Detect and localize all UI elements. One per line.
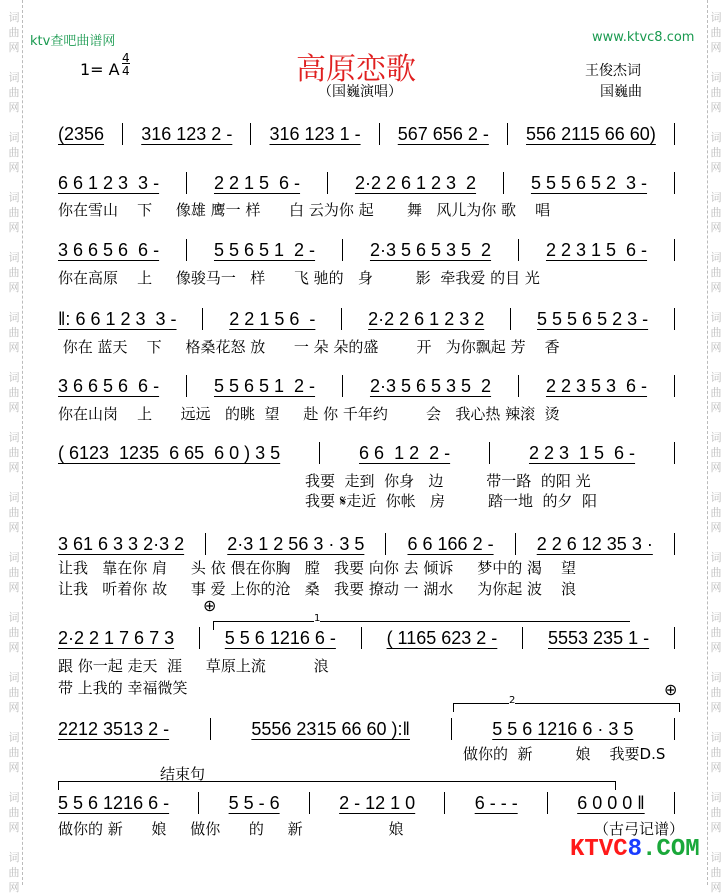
staff-row [58,441,675,465]
volta-1-label: 1 [314,613,321,624]
bar-line [674,123,675,145]
bar-line [547,792,548,814]
measure: (2356 [58,123,105,144]
measure: 556 2115 66 60) [526,123,656,144]
watermark-text: 词 曲 网 [8,491,20,534]
volta-2-label: 2 [509,695,516,706]
watermark-text: 词 曲 网 [710,731,722,774]
measure: 2 2 3 5 3 6 - [545,375,648,396]
watermark-text: 词 曲 网 [710,431,722,474]
site-left: ktv查吧曲谱网 [30,34,116,49]
bar-line [674,442,675,464]
bar-line [186,172,187,194]
staff-row [58,717,675,741]
time-top: 4 [122,51,130,65]
measure: 6 - - - [474,792,518,813]
bar-line [515,533,516,555]
time-signature [122,52,130,78]
bar-line [510,308,511,330]
measure: 3 6 6 5 6 6 - [58,239,160,260]
logo-c: C [613,836,628,863]
bar-line [451,718,452,740]
watermark-text: 词 曲 网 [8,431,20,474]
measure: 5 5 6 1216 6 - [58,792,170,813]
watermark-text: 词 曲 网 [710,311,722,354]
time-bottom: 4 [122,64,130,78]
watermark-text: 词 曲 网 [710,491,722,534]
watermark-text: 词 曲 网 [8,251,20,294]
bar-line [361,627,362,649]
site-right: www.ktvc8.com [592,30,695,45]
lyric-line: 做你的 新 娘 做你 的 新 娘 [58,820,404,838]
measure: 5 5 6 5 1 2 - [213,239,316,260]
volta-2 [453,695,680,712]
staff-row [58,122,675,146]
measure: 2 - 12 1 0 [339,792,416,813]
bar-line [202,308,203,330]
measure: 2212 3513 2 - [58,718,170,739]
bar-line [674,792,675,814]
measure: 5556 2315 66 60 ):‖ [251,718,410,739]
lyric-line: 你在雪山 下 像雄 鹰一 样 白 云为你 起 舞 风儿为你 歌 唱 [58,201,551,219]
measure: 6 6 1 2 3 3 - [58,172,160,193]
bar-line [327,172,328,194]
measure: ‖: 6 6 1 2 3 3 - [58,308,177,329]
measure: ( 6123 1235 6 65 6 0 ) 3 5 [58,442,281,463]
measure: 316 123 2 - [141,123,233,144]
measure: 5 5 5 6 5 2 3 - [537,308,649,329]
measure: 2·2 2 6 1 2 3 2 [354,172,477,193]
bar-line [309,792,310,814]
key-signature: 1= A [80,60,120,79]
measure: 5 5 6 1216 6 - [224,627,336,648]
watermark-text: 词 曲 网 [710,851,722,894]
measure: 6 0 0 0 ‖ [577,792,645,813]
measure: 316 123 1 - [269,123,361,144]
bar-line [198,792,199,814]
watermark-text: 词 曲 网 [8,611,20,654]
bar-line [341,308,342,330]
bar-line [674,533,675,555]
measure: 5 5 6 1216 6 · 3 5 [492,718,634,739]
page-title: 高原恋歌 [296,52,416,87]
watermark-text: 词 曲 网 [8,11,20,54]
watermark-text: 词 曲 网 [710,11,722,54]
watermark-text: 词 曲 网 [8,191,20,234]
watermark-text: 词 曲 网 [8,671,20,714]
bar-line [319,442,320,464]
watermark-text: 词 曲 网 [710,191,722,234]
lyricist: 王俊杰词 [585,63,641,79]
measure: 2·2 2 1 7 6 7 3 [58,627,175,648]
bar-line [518,375,519,397]
watermark-text: 词 曲 网 [8,371,20,414]
watermark-text: 词 曲 网 [8,791,20,834]
watermark-text: 词 曲 网 [710,611,722,654]
composer: 国巍曲 [600,84,642,100]
bar-line [342,239,343,261]
staff-row [58,791,675,815]
staff-row [58,238,675,262]
bar-line [122,123,123,145]
measure: 3 6 6 5 6 6 - [58,375,160,396]
measure: 5 5 - 6 [228,792,280,813]
bar-line [250,123,251,145]
ending-bracket [58,781,616,790]
lyric-line: 做你的 新 娘 我要D.S [463,745,666,763]
watermark-text: 词 曲 网 [710,71,722,114]
staff-row [58,171,675,195]
bar-line [444,792,445,814]
watermark-text: 词 曲 网 [710,671,722,714]
transcriber: （古弓记谱） [594,820,685,838]
lyric-line: 你在山岗 上 远远 的眺 望 赴 你 千年约 会 我心热 辣滚 烫 [58,405,560,423]
left-margin-line [22,0,23,885]
bar-line [518,239,519,261]
measure: 2 2 6 12 35 3 · [536,533,653,554]
lyric-line: 你在高原 上 像骏马一 样 飞 驰的 身 影 牵我爱 的目 光 [58,269,540,287]
logo-ktv: KTV [570,836,614,863]
bar-line [210,718,211,740]
measure: 2 2 3 1 5 6 - [528,442,636,463]
bar-line [199,627,200,649]
staff-row [58,374,675,398]
volta-1 [213,613,630,630]
lyric-line: 让我 靠在你 肩 头 依 偎在你胸 膛 我要 向你 去 倾诉 梦中的 渴 望 [58,559,577,577]
bar-line [489,442,490,464]
bar-line [503,172,504,194]
watermark-text: 词 曲 网 [8,131,20,174]
coda-mark: ⊕ [664,680,678,699]
lyric-line: 让我 听着你 故 事 爱 上你的沧 桑 我要 撩动 一 湖水 为你起 波 浪 [58,580,577,598]
staff-row [58,307,675,331]
measure: 2 2 1 5 6 - [229,308,316,329]
bar-line [674,239,675,261]
ending-label: 结束句 [160,765,206,783]
measure: 5 5 5 6 5 2 3 - [530,172,648,193]
bar-line [385,533,386,555]
singer: （国巍演唱） [318,84,402,100]
measure: 2·3 5 6 5 3 5 2 [369,239,492,260]
bar-line [674,627,675,649]
measure: 2·3 1 2 56 3 · 3 5 [227,533,365,554]
measure: 2·2 2 6 1 2 3 2 [368,308,485,329]
watermark-text: 词 曲 网 [710,551,722,594]
bar-line [507,123,508,145]
right-margin-line [707,0,708,885]
watermark-text: 词 曲 网 [710,251,722,294]
watermark-text: 词 曲 网 [8,71,20,114]
measure: 2 2 1 5 6 - [213,172,301,193]
bar-line [674,308,675,330]
watermark-text: 词 曲 网 [8,851,20,894]
bar-line [342,375,343,397]
watermark-text: 词 曲 网 [8,551,20,594]
measure: 6 6 166 2 - [407,533,494,554]
lyric-line: 我要 𝄋走近 你帐 房 踏一地 的夕 阳 [305,492,598,510]
watermark-text: 词 曲 网 [710,791,722,834]
measure: 2·3 5 6 5 3 5 2 [369,375,492,396]
bar-line [186,375,187,397]
bar-line [186,239,187,261]
measure: 2 2 3 1 5 6 - [545,239,648,260]
bar-line [674,718,675,740]
lyric-line: 跟 你一起 走天 涯 草原上流 浪 [58,657,329,675]
bar-line [674,375,675,397]
measure: 5553 235 1 - [548,627,650,648]
lyric-line: 你在 蓝天 下 格桑花怒 放 一 朵 朵的盛 开 为你飘起 芳 香 [58,338,560,356]
watermark-text: 词 曲 网 [710,131,722,174]
footer-logo [570,836,700,863]
bar-line [379,123,380,145]
measure: 567 656 2 - [397,123,489,144]
watermark-text: 词 曲 网 [8,731,20,774]
bar-line [674,172,675,194]
watermark-text: 词 曲 网 [8,311,20,354]
staff-row [58,532,675,556]
measure: 3 61 6 3 3 2·3 2 [58,533,185,554]
logo-8: 8 [627,836,643,863]
lyric-line: 带 上我的 幸福微笑 [58,679,188,697]
bar-line [522,627,523,649]
measure: 6 6 1 2 2 - [359,442,451,463]
bar-line [205,533,206,555]
lyric-line: 我要 走到 你身 边 带一路 的阳 光 [305,472,591,490]
measure: 5 5 6 5 1 2 - [213,375,316,396]
watermark-text: 词 曲 网 [710,371,722,414]
logo-com: .COM [642,836,700,863]
measure: ( 1165 623 2 - [386,627,498,648]
coda-mark: ⊕ [203,596,217,615]
